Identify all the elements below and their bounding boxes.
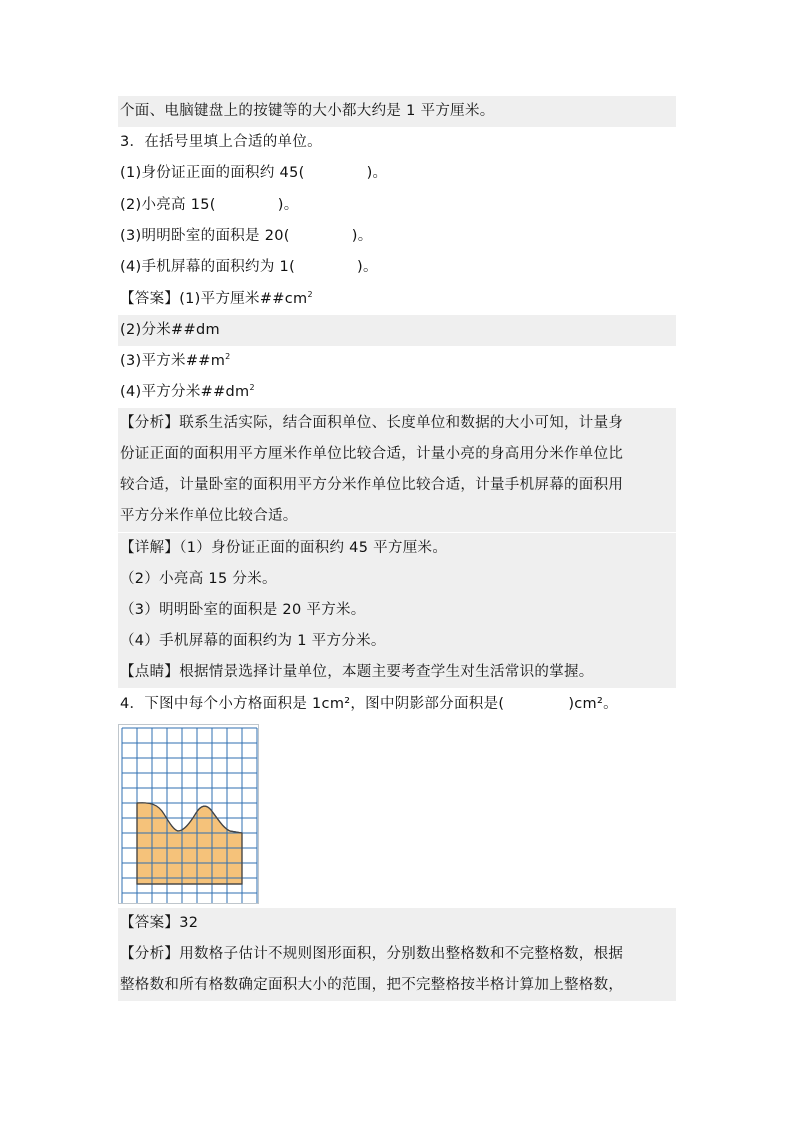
item-text-end: )。: [277, 197, 299, 213]
question-4-title: [118, 689, 676, 720]
tip-line: 【点睛】根据情景选择计量单位，本题主要考查学生对生活常识的掌握。: [118, 657, 676, 688]
shaded-region: [137, 803, 242, 884]
answer-line-3: [118, 346, 676, 377]
question-3-item-2: [118, 190, 676, 221]
detail-line-1: 【详解】（1）身份证正面的面积约 45 平方厘米。: [118, 533, 676, 564]
detail-line-3: （3）明明卧室的面积是 20 平方米。: [118, 595, 676, 626]
item-text: (1)身份证正面的面积约 45(: [120, 165, 305, 181]
answer-line-2: (2)分米##dm: [118, 315, 676, 346]
item-text-end: )。: [357, 259, 378, 275]
item-text-end: )。: [351, 228, 373, 244]
detail-line-2: （2）小亮高 15 分米。: [118, 564, 676, 595]
text-line: 个面、电脑键盘上的按键等的大小都大约是 1 平方厘米。: [118, 96, 676, 127]
grid-figure-svg: [119, 725, 258, 903]
answer-text: 【答案】(1)平方厘米##cm: [120, 291, 308, 307]
question-text: 4．下图中每个小方格面积是 1cm²，图中阴影部分面积是(: [120, 696, 505, 712]
question-3-item-3: [118, 221, 676, 252]
superscript: 2: [225, 352, 231, 361]
question-3-title: 3．在括号里填上合适的单位。: [120, 134, 322, 150]
item-text: (3)明明卧室的面积是 20(: [120, 228, 290, 244]
superscript: 2: [249, 383, 255, 392]
answer-q4: 【答案】32: [118, 908, 676, 939]
analysis-line-3: 较合适，计量卧室的面积用平方分米作单位比较合适，计量手机屏幕的面积用: [118, 470, 676, 501]
answer-line-1: [118, 284, 676, 315]
analysis-q4-line-1: 【分析】用数格子估计不规则图形面积，分别数出整格数和不完整格数，根据: [118, 939, 676, 970]
analysis-line-4: 平方分米作单位比较合适。: [118, 501, 676, 532]
answer-line-4: [118, 377, 676, 408]
question-text-end: )cm²。: [568, 696, 618, 712]
question-3-item-1: [118, 158, 676, 189]
analysis-line-1: 【分析】联系生活实际，结合面积单位、长度单位和数据的大小可知，计量身: [118, 408, 676, 439]
item-text-end: )。: [366, 165, 388, 181]
item-text: (4)手机屏幕的面积约为 1(: [120, 259, 296, 275]
grid-figure: [118, 724, 259, 904]
analysis-q4-line-2: 整格数和所有格数确定面积大小的范围，把不完整格按半格计算加上整格数，: [118, 970, 676, 1001]
superscript: 2: [307, 290, 313, 299]
item-text: (2)小亮高 15(: [120, 197, 216, 213]
answer-text: (4)平方分米##dm: [120, 384, 250, 400]
answer-text: (3)平方米##m: [120, 353, 226, 369]
question-3-item-4: [118, 252, 676, 283]
detail-line-4: （4）手机屏幕的面积约为 1 平方分米。: [118, 626, 676, 657]
analysis-line-2: 份证正面的面积用平方厘米作单位比较合适，计量小亮的身高用分米作单位比: [118, 439, 676, 470]
